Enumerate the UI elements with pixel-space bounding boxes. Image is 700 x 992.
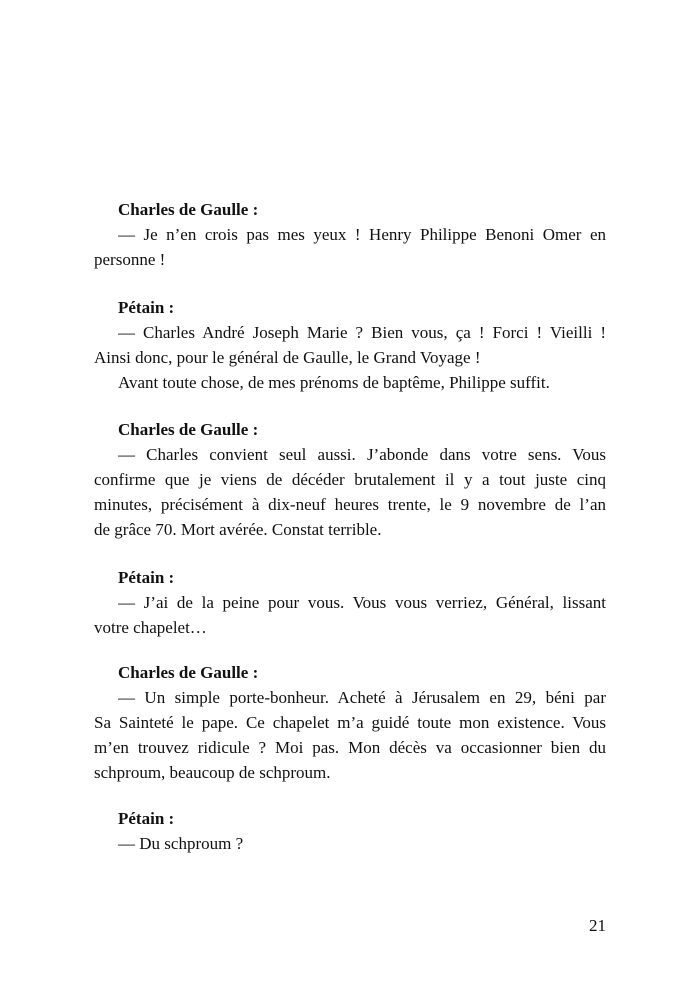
dialogue-line: — Charles André Joseph Marie ? Bien vous, ça ! Forci ! Vieilli !: [118, 323, 606, 342]
dialogue-line: — Un simple porte-bonheur. Acheté à Jérusalem en 29, béni par: [118, 688, 606, 707]
speaker-name: Charles de Gaulle :: [118, 200, 259, 219]
speaker-name: Charles de Gaulle :: [118, 420, 259, 439]
dialogue-line: votre chapelet…: [94, 618, 207, 637]
speaker-name: Pétain :: [118, 298, 175, 317]
dialogue-line: — Je n’en crois pas mes yeux ! Henry Philippe Benoni Omer en: [118, 225, 606, 244]
speaker-name: Pétain :: [118, 568, 175, 587]
page-number: 21: [589, 916, 606, 935]
dialogue-line: Sa Sainteté le pape. Ce chapelet m’a guidé toute mon existence. Vous: [94, 713, 606, 732]
dialogue-line: de grâce 70. Mort avérée. Constat terrible.: [94, 520, 382, 539]
dialogue-line: — Charles convient seul aussi. J’abonde dans votre sens. Vous: [118, 445, 606, 464]
speaker-name: Charles de Gaulle :: [118, 663, 259, 682]
dialogue-line: — Du schproum ?: [118, 834, 244, 853]
dialogue-line: minutes, précisément à dix-neuf heures trente, le 9 novembre de l’an: [94, 495, 606, 514]
dialogue-line: — J’ai de la peine pour vous. Vous vous verriez, Général, lissant: [118, 593, 606, 612]
dialogue-line: Avant toute chose, de mes prénoms de baptême, Philippe suffit.: [118, 373, 550, 392]
speaker-name: Pétain :: [118, 809, 175, 828]
dialogue-line: Ainsi donc, pour le général de Gaulle, le Grand Voyage !: [94, 348, 481, 367]
dialogue-line: confirme que je viens de décéder brutalement il y a tout juste cinq: [94, 470, 606, 489]
dialogue-line: m’en trouvez ridicule ? Moi pas. Mon décès va occasionner bien du: [94, 738, 606, 757]
dialogue-line: schproum, beaucoup de schproum.: [94, 763, 331, 782]
dialogue-line: personne !: [94, 250, 166, 269]
